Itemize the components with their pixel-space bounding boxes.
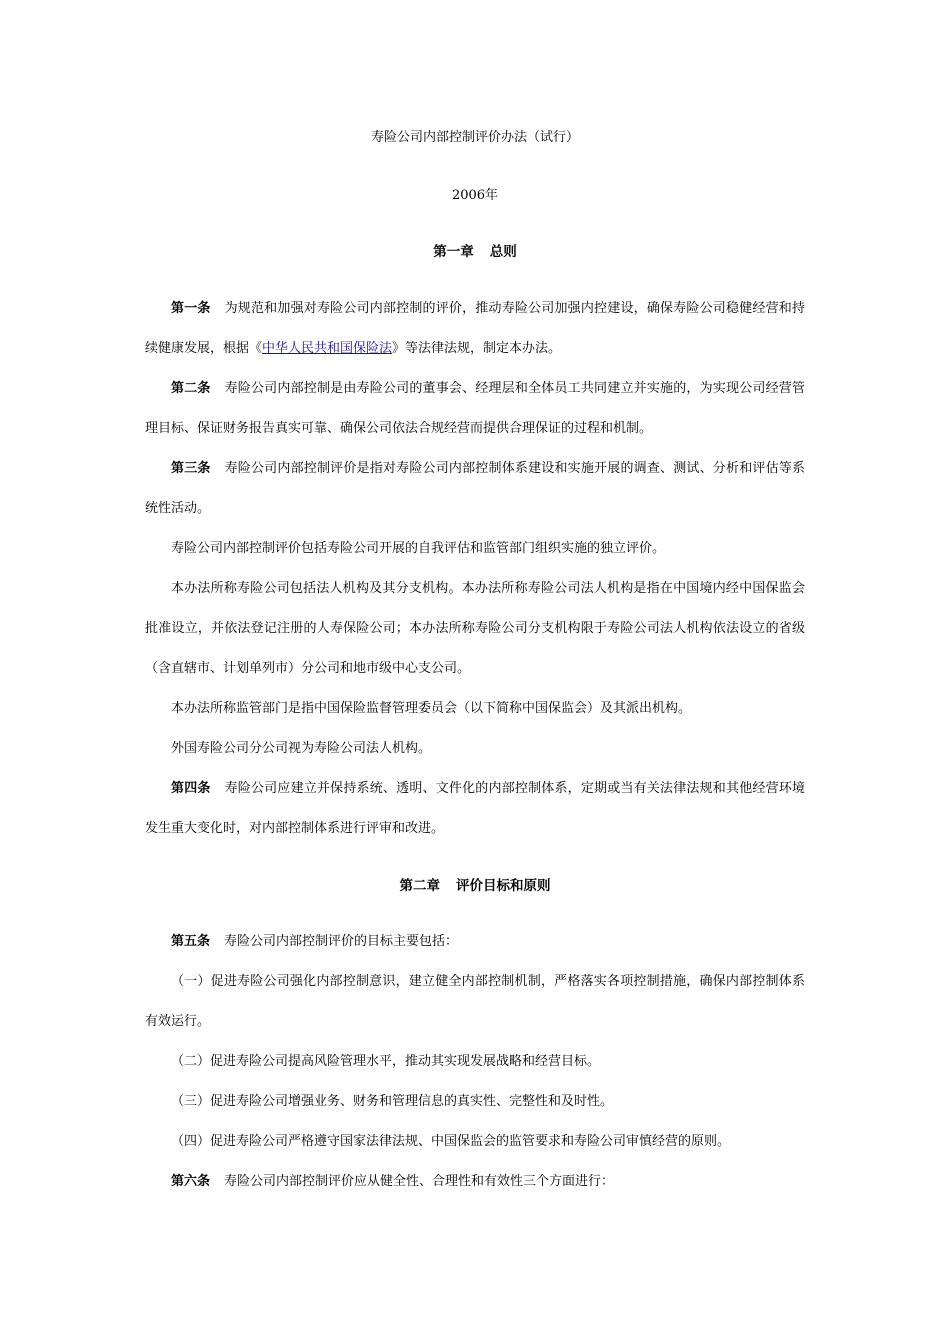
document-year: 2006年	[451, 188, 499, 203]
article-label: 第六条	[171, 1174, 211, 1189]
article-text: 寿险公司内部控制评价应从健全性、合理性和有效性三个方面进行：	[224, 1174, 615, 1189]
article-label: 第四条	[171, 781, 211, 796]
chapter-heading-1	[0, 242, 950, 262]
article-text: 寿险公司内部控制评价是指对寿险公司内部控制体系建设和实施开展的调查、测试、分析和评估等系统性活动。	[145, 461, 805, 516]
article-label: 第三条	[171, 461, 211, 476]
paragraph: 寿险公司内部控制评价包括寿险公司开展的自我评估和监管部门组织实施的独立评价。	[171, 541, 666, 556]
chapter-name: 总则	[489, 244, 517, 260]
article-text: 寿险公司应建立并保持系统、透明、文件化的内部控制体系，定期或当有关法律法规和其他经营环境发生重大变化时，对内部控制体系进行评审和改进。	[145, 781, 805, 836]
article-2	[145, 369, 805, 449]
article-4	[145, 769, 805, 849]
article-label: 第一条	[171, 301, 211, 316]
paragraph: 本办法所称监管部门是指中国保险监督管理委员会（以下简称中国保监会）及其派出机构。	[171, 701, 692, 716]
chapter-label: 第一章	[433, 244, 474, 260]
article-text: 寿险公司内部控制评价的目标主要包括：	[224, 934, 459, 949]
article-text: 寿险公司内部控制是由寿险公司的董事会、经理层和全体员工共同建立并实施的，为实现公司经营管理目标、保证财务报告真实可靠、确保公司依法合规经营而提供合理保证的过程和机制。	[145, 381, 805, 436]
chapter-label: 第二章	[399, 878, 440, 894]
article-text: 》等法律法规，制定本办法。	[392, 341, 562, 356]
article-5	[145, 922, 805, 962]
article-6	[145, 1162, 805, 1202]
paragraph: 外国寿险公司分公司视为寿险公司法人机构。	[171, 741, 432, 756]
article-3	[145, 449, 805, 529]
law-link[interactable]: 中华人民共和国保险法	[262, 341, 393, 356]
article-1	[145, 289, 805, 369]
list-item: （四）促进寿险公司严格遵守国家法律法规、中国保监会的监管要求和寿险公司审慎经营的原则。	[171, 1134, 731, 1149]
chapter-2-body	[145, 922, 805, 1202]
article-label: 第二条	[171, 381, 211, 396]
chapter-name: 评价目标和原则	[456, 878, 551, 894]
chapter-1-body	[145, 289, 805, 849]
article-label: 第五条	[171, 934, 211, 949]
list-item: （二）促进寿险公司提高风险管理水平，推动其实现发展战略和经营目标。	[171, 1054, 601, 1069]
article-text: 为规范和加强对寿险公司内部控制的评价，推动寿险公司加强内控建设，确保寿险公司稳健经营和持续健康发展，根据《	[145, 301, 805, 356]
list-item: （一）促进寿险公司强化内部控制意识，建立健全内部控制机制，严格落实各项控制措施，确保内部控制体系有效运行。	[145, 974, 805, 1029]
paragraph: 本办法所称寿险公司包括法人机构及其分支机构。本办法所称寿险公司法人机构是指在中国境内经中国保监会批准设立，并依法登记注册的人寿保险公司；本办法所称寿险公司分支机构限于寿险公司法人机构依法设立的省级（含直辖市、计划单列市）分公司和地市级中心支公司。	[145, 581, 805, 676]
document-title: 寿险公司内部控制评价办法（试行）	[370, 130, 579, 145]
chapter-heading-2	[0, 876, 950, 896]
list-item: （三）促进寿险公司增强业务、财务和管理信息的真实性、完整性和及时性。	[171, 1094, 614, 1109]
